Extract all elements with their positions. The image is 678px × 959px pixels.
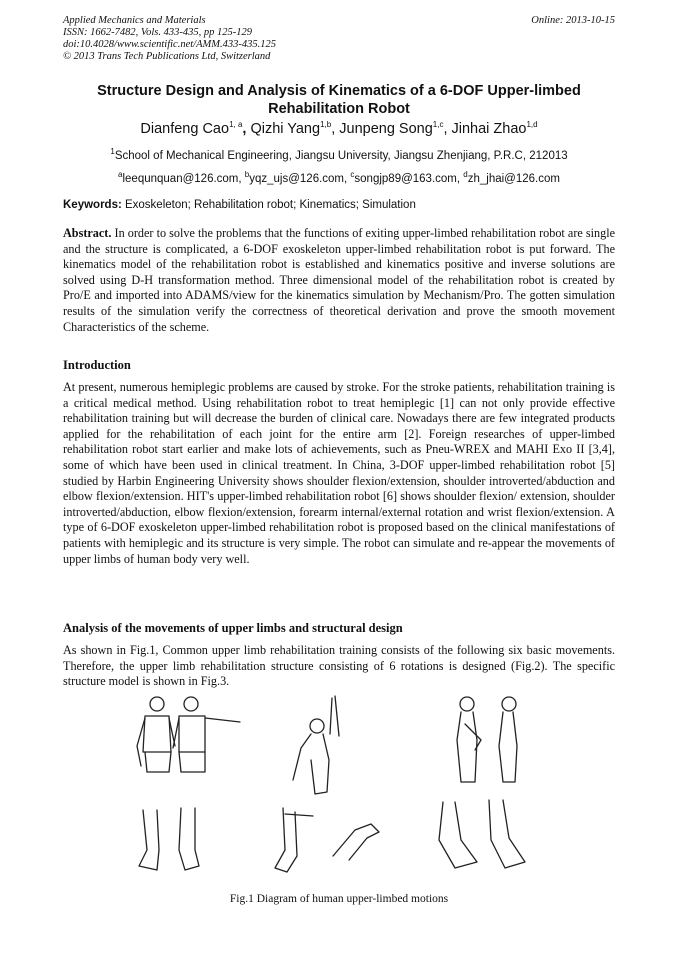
section-heading-introduction: Introduction (63, 358, 131, 372)
analysis-text: As shown in Fig.1, Common upper limb rehabilitation training consists of the following six basic movements. Therefore, the upper limb rehabilitation structure consisting of 6 rotations is designed (Fig.2). The specific structure model is shown in Fig.3. (63, 643, 615, 689)
figure-elbow-bend (275, 808, 379, 872)
copyright-line: © 2013 Trans Tech Publications Ltd, Switzerland (63, 51, 271, 62)
email: yqz_ujs@126.com, (249, 173, 351, 185)
author: Jinhai Zhao$^{1,d}$ (451, 120, 538, 137)
upper-limb-motion-illustration (125, 690, 555, 885)
figure-elbow-flexion (457, 697, 517, 782)
journal-name: Applied Mechanics and Materials (63, 15, 206, 26)
issn-line: ISSN: 1662-7482, Vols. 433-435, pp 125-129 (63, 27, 252, 38)
keywords: Keywords: Exoskeleton; Rehabilitation robot; Kinematics; Simulation (63, 199, 416, 211)
abstract (63, 226, 615, 335)
author-list (0, 121, 678, 137)
doi-line: doi:10.4028/www.scientific.net/AMM.433-435.125 (63, 39, 276, 50)
abstract-text: In order to solve the problems that the functions of exiting upper-limbed rehabilitation robot are single and the structure is complicated, a 6-DOF exoskeleton upper-limbed rehabilitation robot is put forward. The kinematics model of the rehabilitation robot is established and kinematics positive and inverse solutions are solved using D-H transformation method. Three dimensional model of the rehabilitation robot is created by Pro/E and imported into ADAMS/view for the kinematics simulation by Mechanism/Pro. The gotten simulation results of the simulation verify the correctness of theoretical derivation and prove the smooth movement Characteristics of the scheme. (63, 226, 615, 334)
email: leequnquan@126.com, (122, 173, 245, 185)
author: Dianfeng Cao$^{1, a}$, (140, 120, 251, 137)
figure-shoulder-flexion (293, 696, 339, 794)
online-date: Online: 2013-10-15 (531, 15, 615, 26)
introduction-text: At present, numerous hemiplegic problems are caused by stroke. For the stroke patients, rehabilitation training is a critical medical method. Using rehabilitation robot to treat hemiplegic [1] can not only provide effective rehabilitation training but will decrease the burden of clinical care. Nowadays there are few integrated products applied for the rehabilitation of each joint for the entire arm [2]. Foreign researches of upper-limbed rehabilitation robot start earlier and make lots of achievements, such as Pneu-WREX and MAHI Exo II [3,4], some of which have been used in clinical treatment. In China, 3-DOF upper-limbed rehabilitation robot [5] studied by Harbin Engineering University shows shoulder flexion/extension, shoulder introverted/abduction and elbow flexion/extension. HIT's upper-limbed rehabilitation robot [6] shows shoulder flexion/ extension, shoulder introverted/abduction, elbow flexion/extension, forearm internal/external rotation and wrist flexion/extension. A type of 6-DOF exoskeleton upper-limbed rehabilitation robot is proposed based on the clinical manifestations of patients with hemiplegic and its structure is very simple. The robot can simulate and re-appear the movements of upper limbs of human body very well. (63, 380, 615, 566)
paper-title: Structure Design and Analysis of Kinematics of a 6-DOF Upper-limbed Rehabilitation Robot (97, 83, 581, 117)
email-list: $^a$leequnquan@126.com, $^b$yqz_ujs@126.com, $^c$songjp89@163.com, $^d$zh_jhai@126.com (118, 170, 560, 185)
figure-caption: Fig.1 Diagram of human upper-limbed motions (229, 893, 449, 905)
figure-shoulder-abduction (137, 697, 240, 772)
email: songjp89@163.com, (354, 173, 464, 185)
figure-forearm-rotation (139, 808, 199, 870)
section-heading-analysis: Analysis of the movements of upper limbs and structural design (63, 621, 403, 635)
figure-1 (125, 690, 555, 885)
author: Qizhi Yang$^{1,b}$, (250, 120, 340, 137)
email: zh_jhai@126.com (467, 173, 560, 185)
abstract-label: Abstract. (63, 226, 112, 240)
affiliation: $^1$School of Mechanical Engineering, Jiangsu University, Jiangsu Zhenjiang, P.R.C, 212013 (110, 147, 568, 162)
journal-header (63, 15, 276, 63)
author: Junpeng Song$^{1,c}$, (339, 120, 452, 137)
figure-wrist-flexion (439, 800, 525, 868)
